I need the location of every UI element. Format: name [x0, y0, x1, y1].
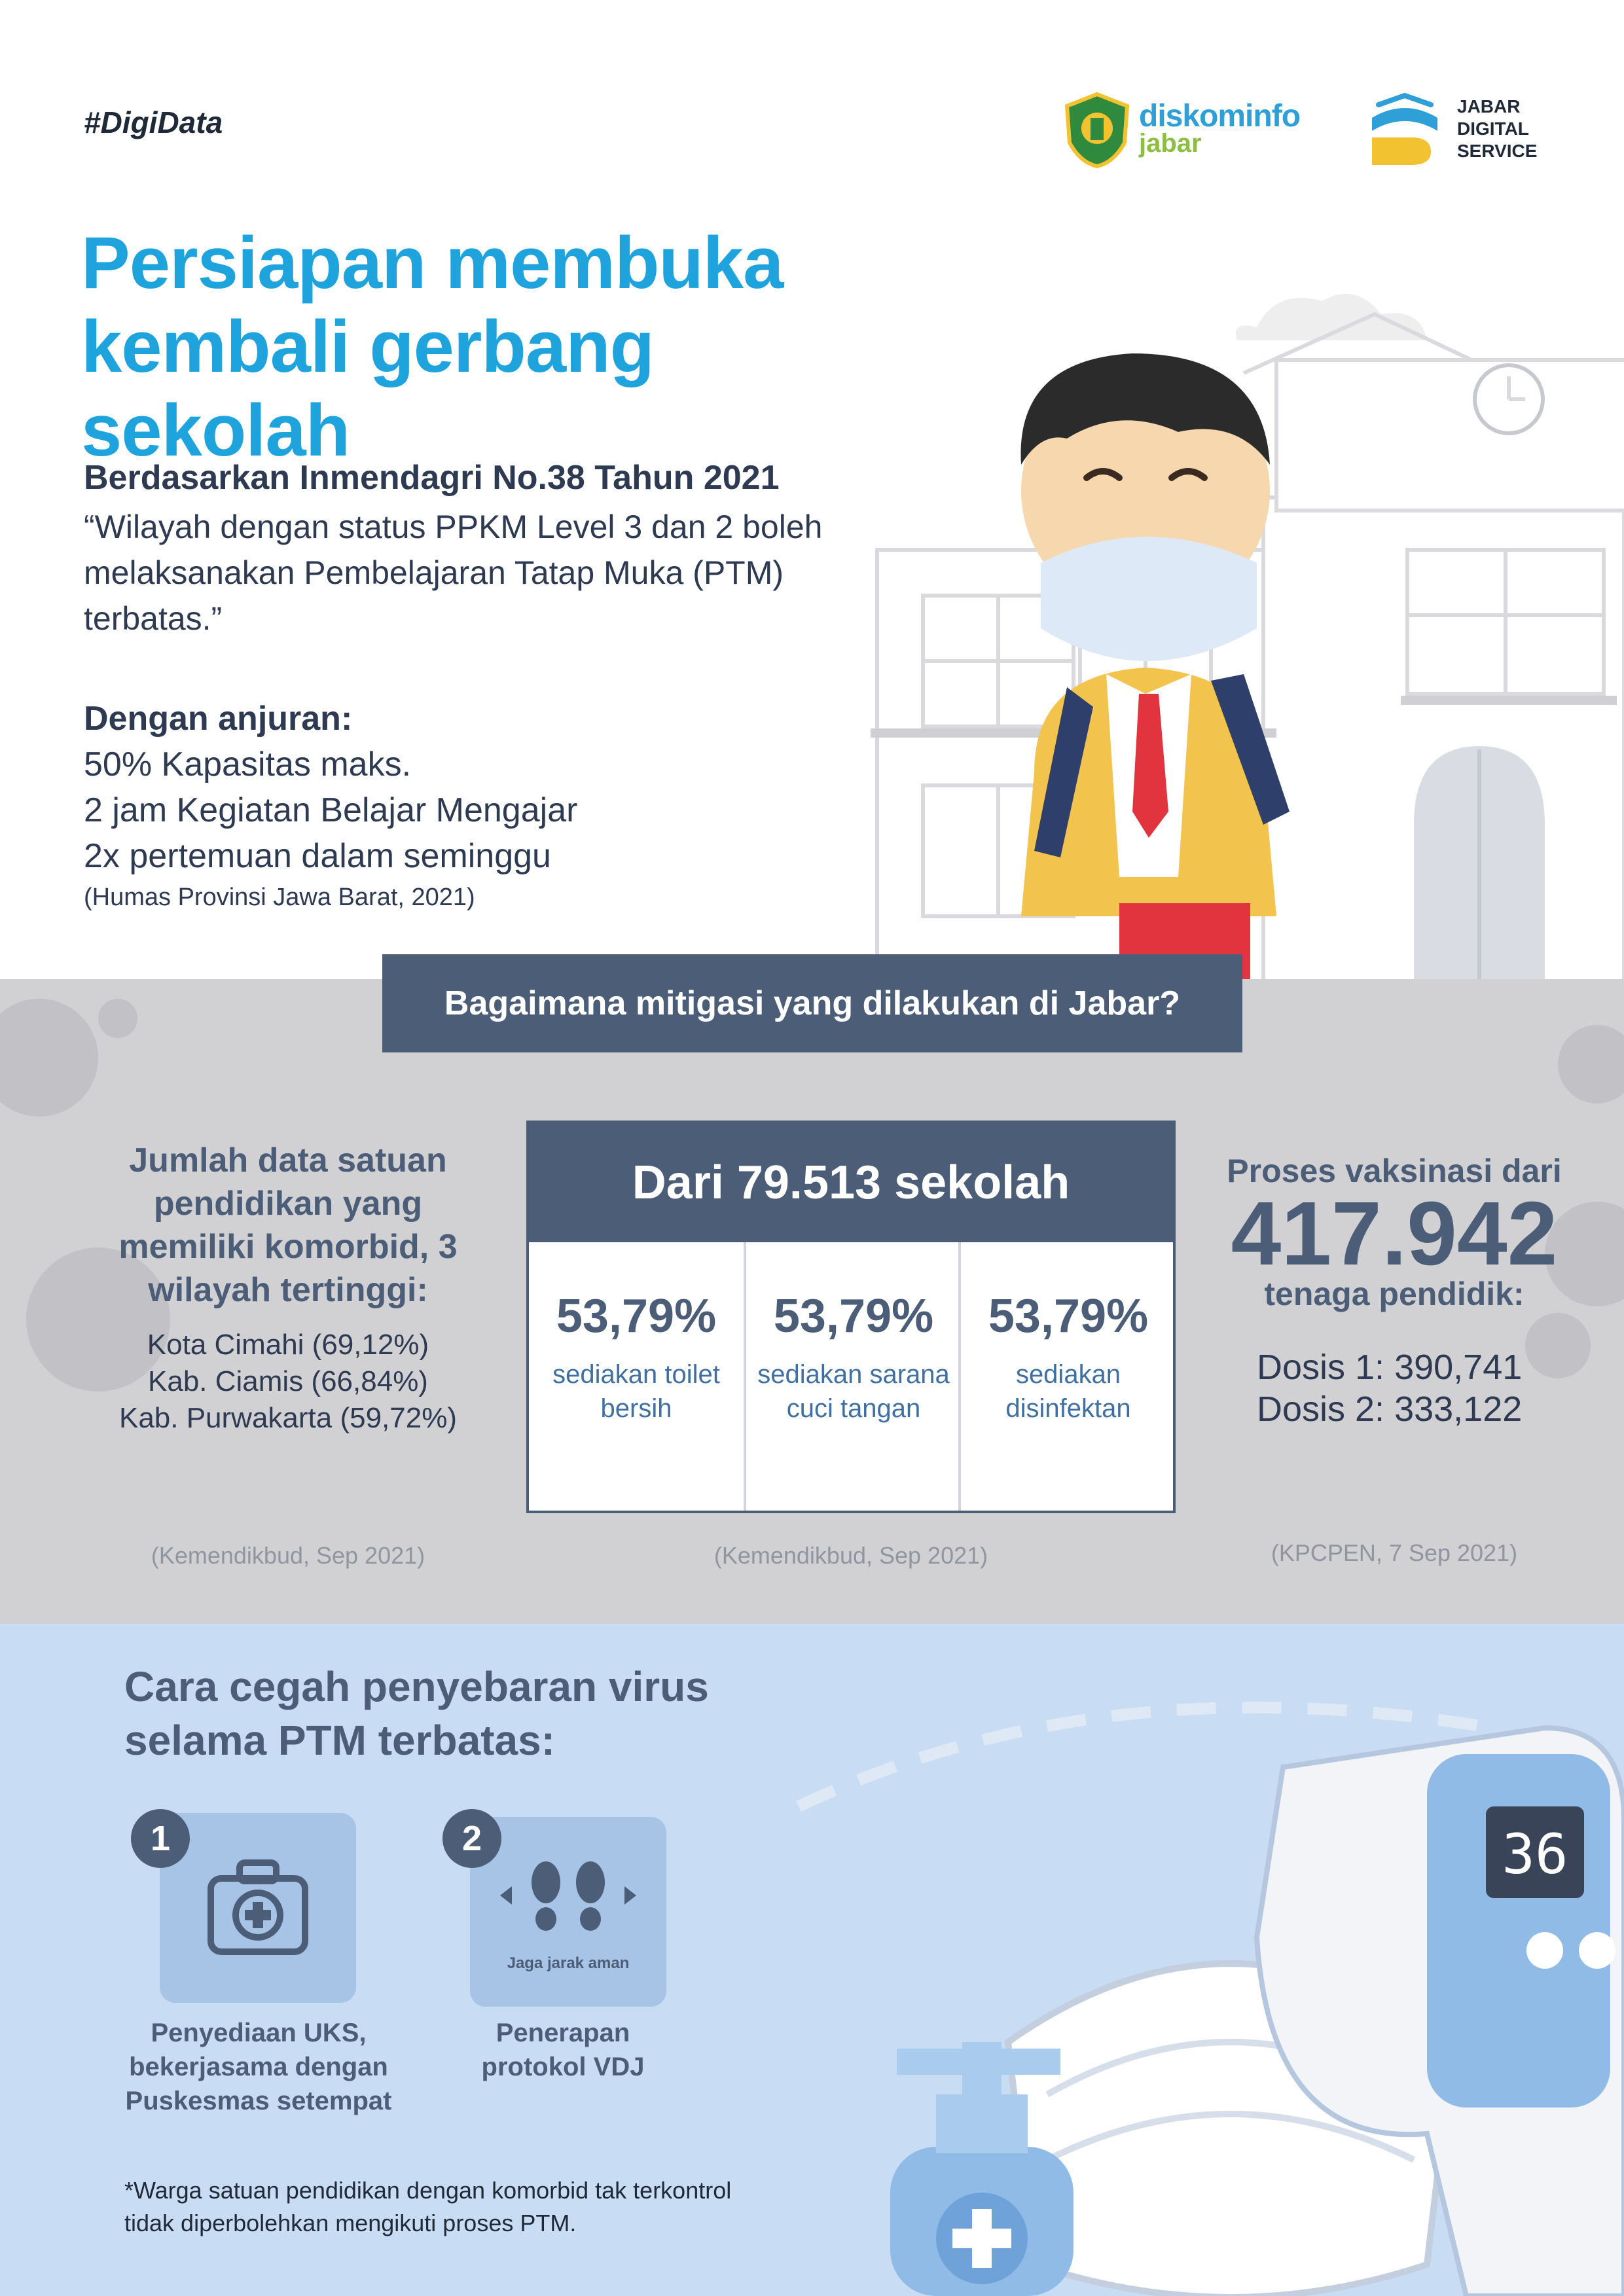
comorbid-source: (Kemendikbud, Sep 2021) [151, 1542, 425, 1569]
recommendation-item: 2x pertemuan dalam seminggu [84, 837, 551, 875]
stat-value: 53,79% [773, 1290, 934, 1342]
dose-1: Dosis 1: 390,741 [1257, 1348, 1523, 1387]
vaccination-heading: Proses vaksinasi dari [1227, 1153, 1562, 1189]
page-title [81, 221, 932, 473]
footnote: *Warga satuan pendidikan dengan komorbid tak terkontrol tidak diperbolehkan mengikuti proses PTM. [124, 2177, 732, 2236]
vaccination-source: (KPCPEN, 7 Sep 2021) [1271, 1539, 1518, 1566]
schools-card-heading: Dari 79.513 sekolah [529, 1123, 1173, 1242]
comorbid-region: Kab. Ciamis (66,84%) [148, 1365, 428, 1397]
first-aid-kit-icon [206, 1859, 310, 1957]
mitigation-banner: Bagaimana mitigasi yang dilakukan di Jabar? [382, 954, 1242, 1052]
schools-stat-disinfectant [958, 1242, 1176, 1511]
prevention-heading: Cara cegah penyebaran virus selama PTM terbatas: [124, 1663, 709, 1764]
stat-label: sediakan sarana cuci tangan [757, 1360, 950, 1423]
step-number-2: 2 [442, 1809, 501, 1868]
schools-source: (Kemendikbud, Sep 2021) [713, 1542, 988, 1569]
diskominfo-logo-subtext: jabar [1139, 129, 1202, 158]
comorbid-region: Kota Cimahi (69,12%) [147, 1329, 429, 1361]
step-label-2: Penerapan protokol VDJ [481, 2018, 645, 2081]
distancing-tile-text: Jaga jarak aman [507, 1954, 630, 1972]
recommendation-item: 2 jam Kegiatan Belajar Mengajar [84, 791, 578, 829]
page-title-line2: kembali gerbang sekolah [81, 306, 655, 471]
vaccination-unit: tenaga pendidik: [1264, 1276, 1525, 1312]
stat-label: sediakan toilet bersih [552, 1360, 720, 1423]
west-java-emblem-icon [1062, 92, 1132, 169]
hashtag: #DigiData [84, 105, 223, 139]
regulation-quote: “Wilayah dengan status PPKM Level 3 dan 2 boleh melaksanakan Pembelajaran Tatap Muka (PTM) terbatas.” [84, 509, 823, 637]
schools-card [526, 1121, 1176, 1513]
step-label-1: Penyediaan UKS, bekerjasama dengan Puskesmas setempat [125, 2018, 392, 2115]
recommendation-source: (Humas Provinsi Jawa Barat, 2021) [84, 884, 475, 911]
page-title-line1: Persiapan membuka [81, 222, 784, 304]
regulation-heading: Berdasarkan Inmendagri No.38 Tahun 2021 [84, 459, 780, 497]
diskominfo-logo-text: diskominfo [1139, 99, 1301, 134]
stat-label: sediakan disinfektan [1005, 1360, 1131, 1423]
schools-stat-handwash [744, 1242, 961, 1511]
health-equipment-illustration [772, 1676, 1624, 2296]
school-student-illustration [871, 288, 1624, 982]
recommendation-heading: Dengan anjuran: [84, 700, 353, 738]
jds-logo-icon [1365, 92, 1451, 168]
thermometer-reading: 36 [1502, 1822, 1568, 1886]
vaccination-number: 417.942 [1231, 1183, 1558, 1284]
step-number-1: 1 [131, 1809, 190, 1868]
schools-stat-toilet [529, 1242, 744, 1511]
diskominfo-logo [1139, 98, 1322, 164]
comorbid-heading: Jumlah data satuan pendidikan yang memiliki komorbid, 3 wilayah tertinggi: [118, 1141, 458, 1309]
stat-value: 53,79% [988, 1290, 1149, 1342]
dose-2: Dosis 2: 333,122 [1257, 1390, 1523, 1429]
jds-logo-text: JABAR DIGITAL SERVICE [1457, 96, 1538, 161]
stat-value: 53,79% [556, 1290, 717, 1342]
footprints-icon [496, 1856, 640, 1935]
recommendation-item: 50% Kapasitas maks. [84, 745, 412, 783]
comorbid-region: Kab. Purwakarta (59,72%) [118, 1402, 458, 1434]
